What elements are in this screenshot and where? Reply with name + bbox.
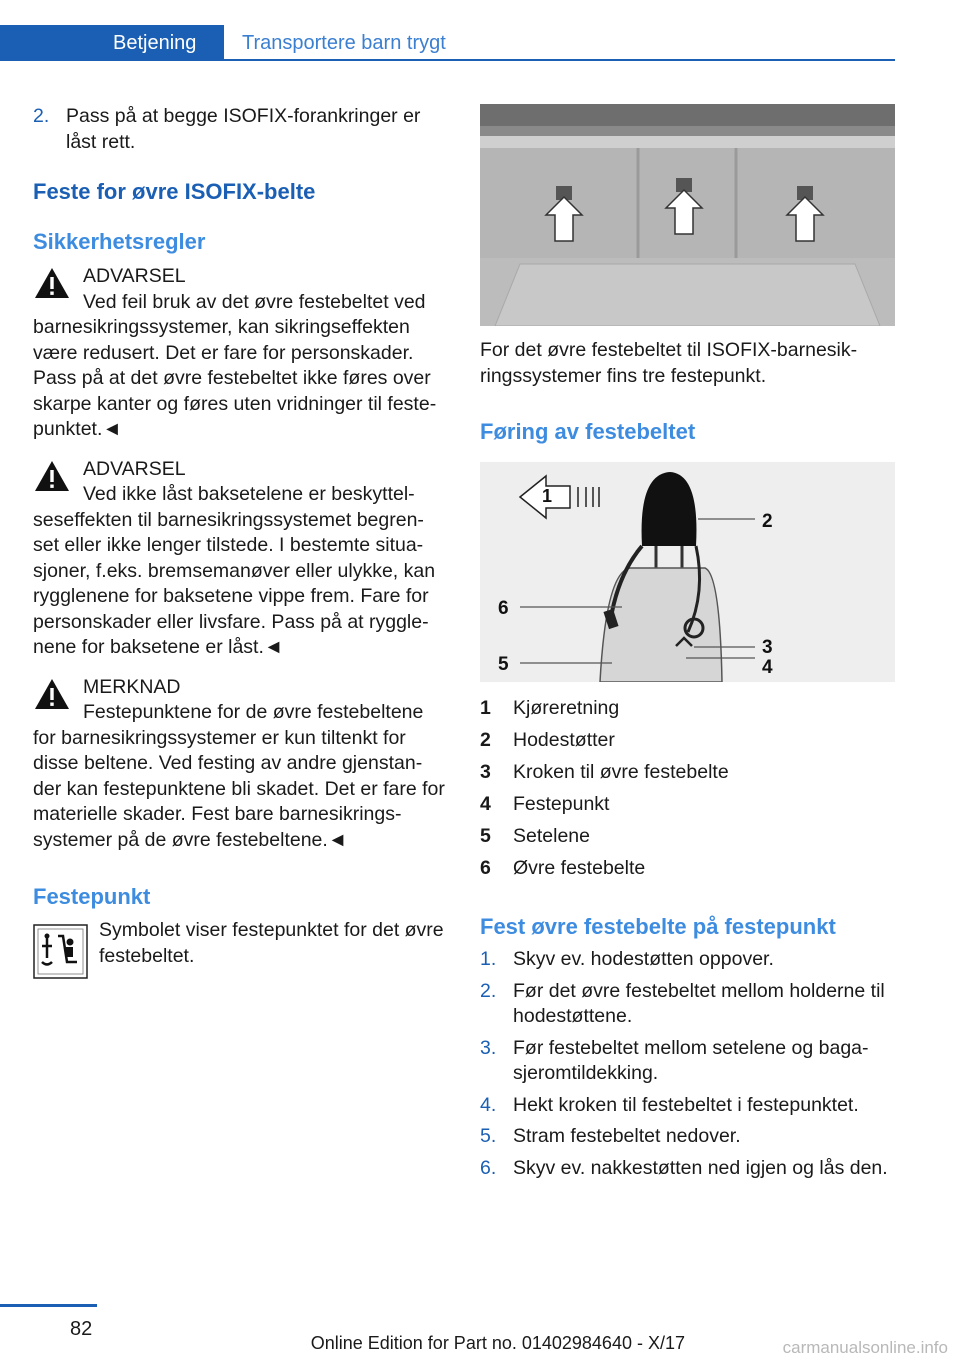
step-number: 5. bbox=[480, 1125, 497, 1147]
step-number: 2. bbox=[480, 979, 497, 1002]
legend-item bbox=[480, 692, 895, 724]
subsection-heading: Sikkerhetsregler bbox=[33, 229, 206, 254]
legend-number: 5 bbox=[480, 825, 491, 847]
warning-lead: Ved ikke låst baksetelene er beskyttel- bbox=[83, 483, 415, 505]
legend-number: 6 bbox=[480, 857, 491, 879]
legend-text: Festepunkt bbox=[513, 793, 610, 815]
trunk-anchor-photo bbox=[480, 104, 895, 326]
warning-triangle-icon bbox=[33, 266, 71, 300]
watermark: carmanualsonline.info bbox=[782, 1338, 948, 1357]
legend-text: Kroken til øvre festebelte bbox=[513, 761, 729, 783]
diagram-label: 3 bbox=[762, 637, 773, 658]
step-text: Stram festebeltet nedover. bbox=[513, 1125, 741, 1147]
legend-number: 3 bbox=[480, 761, 491, 783]
legend-text: Hodestøtter bbox=[513, 729, 615, 751]
warning-text: seseffekten til barnesikringssystemet begren-set eller ikke lenger tilstede. I bestemte situa-sjoner, f.eks. bremsemanøver eller ulykke, kan rygglenene for baksetene vippe frem. Fare for personskader eller livsfare. Pass på at ryggle-nene for baksetene er låst.◄ bbox=[33, 508, 436, 658]
tab-chapter[interactable]: Betjening bbox=[0, 25, 224, 61]
step-item bbox=[33, 104, 445, 155]
photo-caption: For det øvre festebeltet til ISOFIX-barnesik-ringssystemer fins tre festepunkt. bbox=[480, 339, 858, 387]
legend-item bbox=[480, 852, 895, 884]
legend-list bbox=[480, 692, 895, 884]
legend-number: 2 bbox=[480, 729, 491, 751]
warning-text: barnesikringssystemer, kan sikringseffekten være redusert. Det er fare for personskader. Pass på at det øvre festebeltet ikke føres over skarpe kanter og føres uten vridninger til feste-punktet.◄ bbox=[33, 316, 437, 440]
notice-text: for barnesikringssystemer er kun tiltenkt for disse beltene. Ved festing av andre gjenstan-der kan festepunktene bli skadet. Det er fare for materielle skader. Fest bare barnesikrings-systemer på de øvre festebeltene.◄ bbox=[33, 726, 445, 851]
warning-triangle-icon bbox=[33, 677, 71, 711]
child-seat-anchor-icon bbox=[33, 924, 88, 979]
page-number: 82 bbox=[70, 1318, 93, 1340]
legend-text: Øvre festebelte bbox=[513, 857, 646, 879]
step-number: 2. bbox=[33, 105, 50, 127]
step-text: Før det øvre festebeltet mellom holderne til hodestøttene. bbox=[513, 979, 885, 1027]
step-item bbox=[480, 1156, 895, 1182]
diagram-label: 6 bbox=[498, 598, 509, 619]
legend-item bbox=[480, 756, 895, 788]
warning-block bbox=[33, 457, 445, 661]
warning-title: ADVARSEL bbox=[83, 265, 186, 287]
warning-block bbox=[33, 264, 445, 443]
step-item bbox=[480, 1036, 895, 1087]
step-item bbox=[480, 1093, 895, 1119]
step-item bbox=[480, 947, 895, 973]
step-text: Skyv ev. hodestøtten oppover. bbox=[513, 948, 774, 970]
step-number: 4. bbox=[480, 1093, 497, 1116]
left-column bbox=[33, 104, 445, 969]
diagram-label: 5 bbox=[498, 654, 509, 675]
right-column bbox=[480, 104, 895, 1181]
legend-item bbox=[480, 820, 895, 852]
belt-routing-diagram bbox=[480, 462, 895, 682]
legend-item bbox=[480, 788, 895, 820]
legend-number: 1 bbox=[480, 697, 491, 719]
step-number: 3. bbox=[480, 1036, 497, 1059]
footer-rule bbox=[0, 1304, 97, 1307]
diagram-label: 1 bbox=[542, 486, 553, 506]
step-number: 6. bbox=[480, 1156, 497, 1179]
legend-text: Kjøreretning bbox=[513, 697, 620, 719]
anchor-symbol-block bbox=[33, 918, 445, 969]
legend-text: Setelene bbox=[513, 825, 590, 847]
step-item bbox=[480, 1124, 895, 1150]
steps-list bbox=[480, 947, 895, 1181]
diagram-label: 4 bbox=[762, 657, 773, 678]
subsection-heading: Føring av festebeltet bbox=[480, 419, 696, 444]
step-item bbox=[480, 979, 895, 1030]
subsection-heading: Festepunkt bbox=[33, 884, 151, 909]
step-text: Skyv ev. nakkestøtten ned igjen og lås den. bbox=[513, 1156, 888, 1179]
step-number: 1. bbox=[480, 948, 497, 970]
section-heading: Feste for øvre ISOFIX-belte bbox=[33, 179, 316, 204]
step-text: Før festebeltet mellom setelene og baga-sjeromtildekking. bbox=[513, 1036, 869, 1084]
subsection-heading: Fest øvre festebelte på festepunkt bbox=[480, 914, 836, 939]
step-text: Pass på at begge ISOFIX-forankringer er låst rett. bbox=[66, 105, 421, 153]
warning-title: ADVARSEL bbox=[83, 457, 186, 480]
legend-number: 4 bbox=[480, 793, 491, 815]
warning-lead: Ved feil bruk av det øvre festebeltet ved bbox=[83, 290, 426, 313]
legend-item bbox=[480, 724, 895, 756]
notice-lead: Festepunktene for de øvre festebeltene bbox=[83, 701, 424, 723]
warning-triangle-icon bbox=[33, 459, 71, 493]
edition-text: Online Edition for Part no. 01402984640 - X/17 bbox=[310, 1333, 685, 1353]
notice-block bbox=[33, 675, 445, 854]
notice-title: MERKNAD bbox=[83, 675, 181, 698]
diagram-label: 2 bbox=[762, 511, 773, 532]
tab-section[interactable]: Transportere barn trygt bbox=[242, 32, 446, 54]
anchor-text: Symbolet viser festepunktet for det øvre festebeltet. bbox=[99, 919, 444, 967]
page-header bbox=[0, 25, 895, 61]
step-text: Hekt kroken til festebeltet i festepunktet. bbox=[513, 1093, 859, 1116]
